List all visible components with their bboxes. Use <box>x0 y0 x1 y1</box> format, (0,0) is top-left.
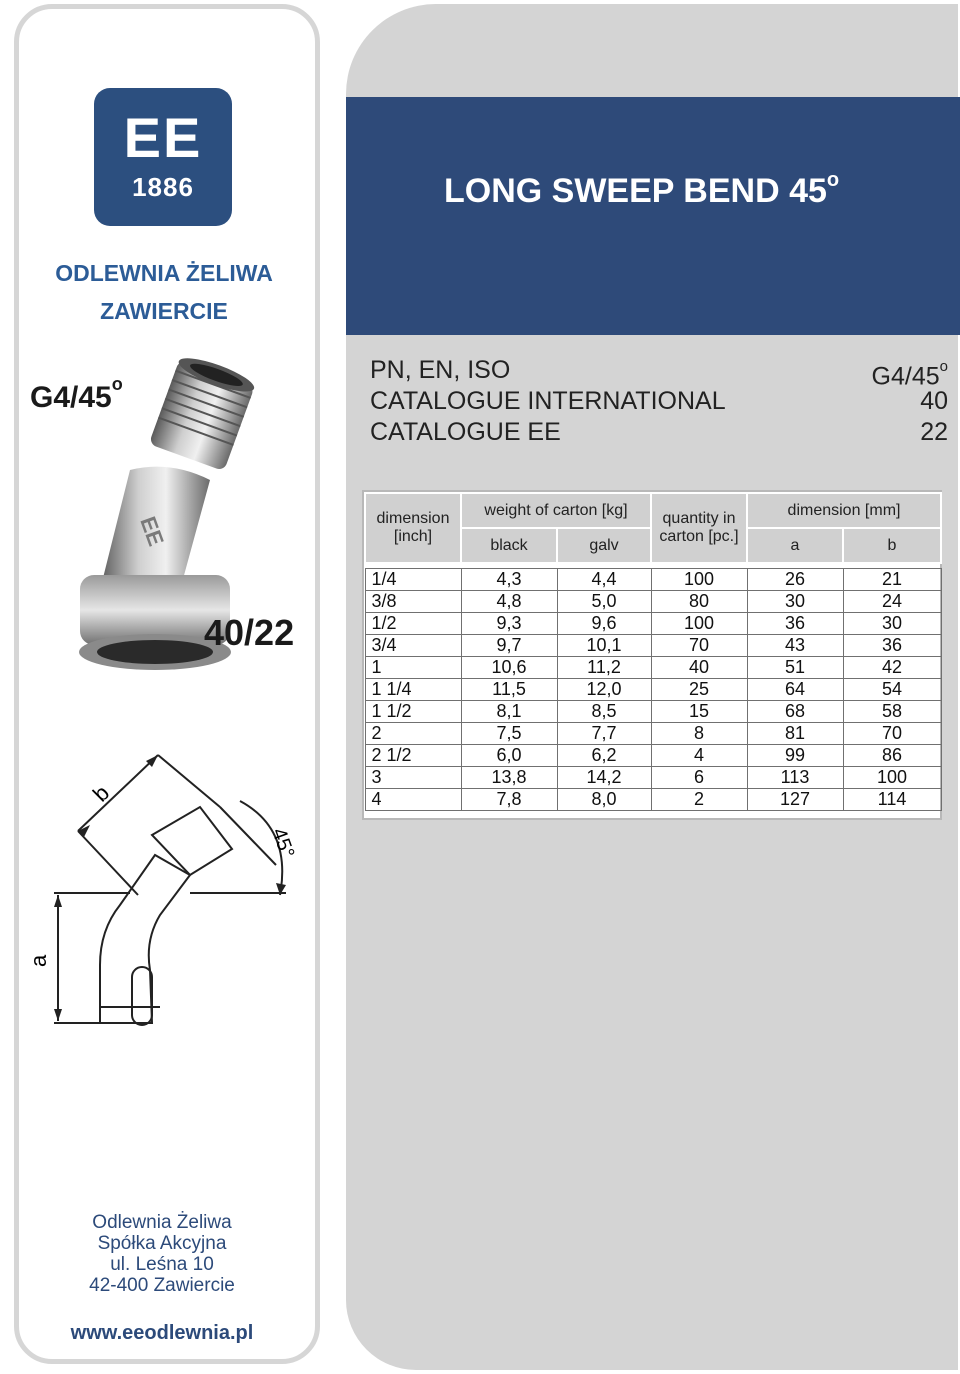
cell-b: 21 <box>843 569 941 591</box>
drawing-label-angle: 45° <box>267 825 299 862</box>
cell-quantity: 8 <box>651 723 747 745</box>
cell-b: 42 <box>843 657 941 679</box>
cell-b: 24 <box>843 591 941 613</box>
standards-label: PN, EN, ISO <box>370 356 511 384</box>
cell-b: 100 <box>843 767 941 789</box>
header-quantity: quantity in carton [pc.] <box>651 493 747 563</box>
cell-a: 36 <box>747 613 843 635</box>
table-row <box>365 591 941 613</box>
cell-a: 68 <box>747 701 843 723</box>
cell-b: 36 <box>843 635 941 657</box>
table-row <box>365 635 941 657</box>
cell-a: 99 <box>747 745 843 767</box>
svg-text:EE: EE <box>135 513 169 550</box>
header-a: a <box>747 528 843 563</box>
cell-quantity: 6 <box>651 767 747 789</box>
degree-sup: o <box>939 358 948 375</box>
cell-black: 4,8 <box>461 591 557 613</box>
info-row-international <box>370 386 948 417</box>
cell-a: 51 <box>747 657 843 679</box>
cell-quantity: 80 <box>651 591 747 613</box>
cell-dimension: 3/8 <box>365 591 461 613</box>
cell-quantity: 4 <box>651 745 747 767</box>
cell-dimension: 1/4 <box>365 569 461 591</box>
cell-quantity: 2 <box>651 789 747 811</box>
cell-galv: 10,1 <box>557 635 651 657</box>
cell-dimension: 4 <box>365 789 461 811</box>
cell-b: 70 <box>843 723 941 745</box>
table-row <box>365 657 941 679</box>
cell-black: 8,1 <box>461 701 557 723</box>
cell-quantity: 70 <box>651 635 747 657</box>
spec-table-body <box>365 563 941 811</box>
catalogue-international-label: CATALOGUE INTERNATIONAL <box>370 387 726 415</box>
cell-black: 13,8 <box>461 767 557 789</box>
cell-galv: 8,5 <box>557 701 651 723</box>
cell-black: 9,7 <box>461 635 557 657</box>
table-row <box>365 723 941 745</box>
page-title: LONG SWEEP BEND 45$^o$ <box>444 168 840 210</box>
cell-a: 81 <box>747 723 843 745</box>
drawing-label-a: a <box>26 954 51 967</box>
table-row <box>365 789 941 811</box>
header-weight: weight of carton [kg] <box>461 493 651 528</box>
spec-table-container <box>362 490 942 820</box>
company-logo <box>94 88 232 226</box>
cell-a: 26 <box>747 569 843 591</box>
cell-black: 6,0 <box>461 745 557 767</box>
cell-galv: 12,0 <box>557 679 651 701</box>
cell-b: 114 <box>843 789 941 811</box>
header-dimension-mm: dimension [mm] <box>747 493 941 528</box>
info-row-ee <box>370 417 948 448</box>
table-row <box>365 679 941 701</box>
cell-dimension: 1/2 <box>365 613 461 635</box>
technical-drawing <box>26 745 310 1035</box>
address-line4: 42-400 Zawiercie <box>89 1275 235 1296</box>
cell-dimension: 2 1/2 <box>365 745 461 767</box>
company-name-line2: ZAWIERCIE <box>100 298 228 324</box>
cell-galv: 14,2 <box>557 767 651 789</box>
cell-a: 43 <box>747 635 843 657</box>
cell-dimension: 3 <box>365 767 461 789</box>
table-row <box>365 745 941 767</box>
cell-black: 11,5 <box>461 679 557 701</box>
cell-dimension: 3/4 <box>365 635 461 657</box>
cell-dimension: 1 1/4 <box>365 679 461 701</box>
cell-a: 127 <box>747 789 843 811</box>
drawing-label-b: b <box>87 780 115 807</box>
cell-a: 64 <box>747 679 843 701</box>
logo-mark: EE <box>123 106 203 169</box>
address-line2: Spółka Akcyjna <box>97 1233 227 1254</box>
catalogue-ee-value: 22 <box>920 418 948 446</box>
cell-b: 30 <box>843 613 941 635</box>
header-dimension-inch: dimension [inch] <box>365 493 461 563</box>
spec-table <box>364 492 942 811</box>
cell-black: 9,3 <box>461 613 557 635</box>
cell-galv: 5,0 <box>557 591 651 613</box>
degree-sup: o <box>826 168 840 191</box>
product-code: G4/45$^o$ <box>871 358 948 391</box>
footer-address <box>34 1212 290 1296</box>
cell-black: 7,5 <box>461 723 557 745</box>
info-row-standards <box>370 355 948 391</box>
catalogue-info <box>370 355 948 448</box>
cell-quantity: 15 <box>651 701 747 723</box>
cell-galv: 9,6 <box>557 613 651 635</box>
table-row <box>365 767 941 789</box>
cell-b: 86 <box>843 745 941 767</box>
header-band <box>346 97 960 335</box>
cell-dimension: 1 1/2 <box>365 701 461 723</box>
header-black: black <box>461 528 557 563</box>
side-product-code: G4/45$^o$ <box>30 374 123 414</box>
cell-b: 54 <box>843 679 941 701</box>
cell-quantity: 40 <box>651 657 747 679</box>
catalogue-ee-label: CATALOGUE EE <box>370 418 561 446</box>
cell-galv: 4,4 <box>557 569 651 591</box>
catalogue-international-value: 40 <box>920 387 948 415</box>
cell-black: 7,8 <box>461 789 557 811</box>
table-row <box>365 701 941 723</box>
cell-a: 113 <box>747 767 843 789</box>
company-name-line1: ODLEWNIA ŻELIWA <box>55 260 273 286</box>
cell-dimension: 2 <box>365 723 461 745</box>
cell-galv: 7,7 <box>557 723 651 745</box>
cell-quantity: 100 <box>651 613 747 635</box>
header-galv: galv <box>557 528 651 563</box>
side-catalogue-number: 40/22 <box>204 612 295 653</box>
address-line3: ul. Leśna 10 <box>110 1254 214 1275</box>
cell-b: 58 <box>843 701 941 723</box>
cell-galv: 8,0 <box>557 789 651 811</box>
cell-quantity: 25 <box>651 679 747 701</box>
table-row <box>365 613 941 635</box>
cell-quantity: 100 <box>651 569 747 591</box>
website-link[interactable]: www.eeodlewnia.pl <box>70 1322 254 1344</box>
cell-dimension: 1 <box>365 657 461 679</box>
cell-galv: 11,2 <box>557 657 651 679</box>
header-b: b <box>843 528 941 563</box>
degree-sup: o <box>111 374 123 394</box>
logo-year: 1886 <box>132 172 194 202</box>
cell-galv: 6,2 <box>557 745 651 767</box>
table-row <box>365 569 941 591</box>
cell-a: 30 <box>747 591 843 613</box>
cell-black: 10,6 <box>461 657 557 679</box>
cell-black: 4,3 <box>461 569 557 591</box>
address-line1: Odlewnia Żeliwa <box>92 1212 232 1233</box>
